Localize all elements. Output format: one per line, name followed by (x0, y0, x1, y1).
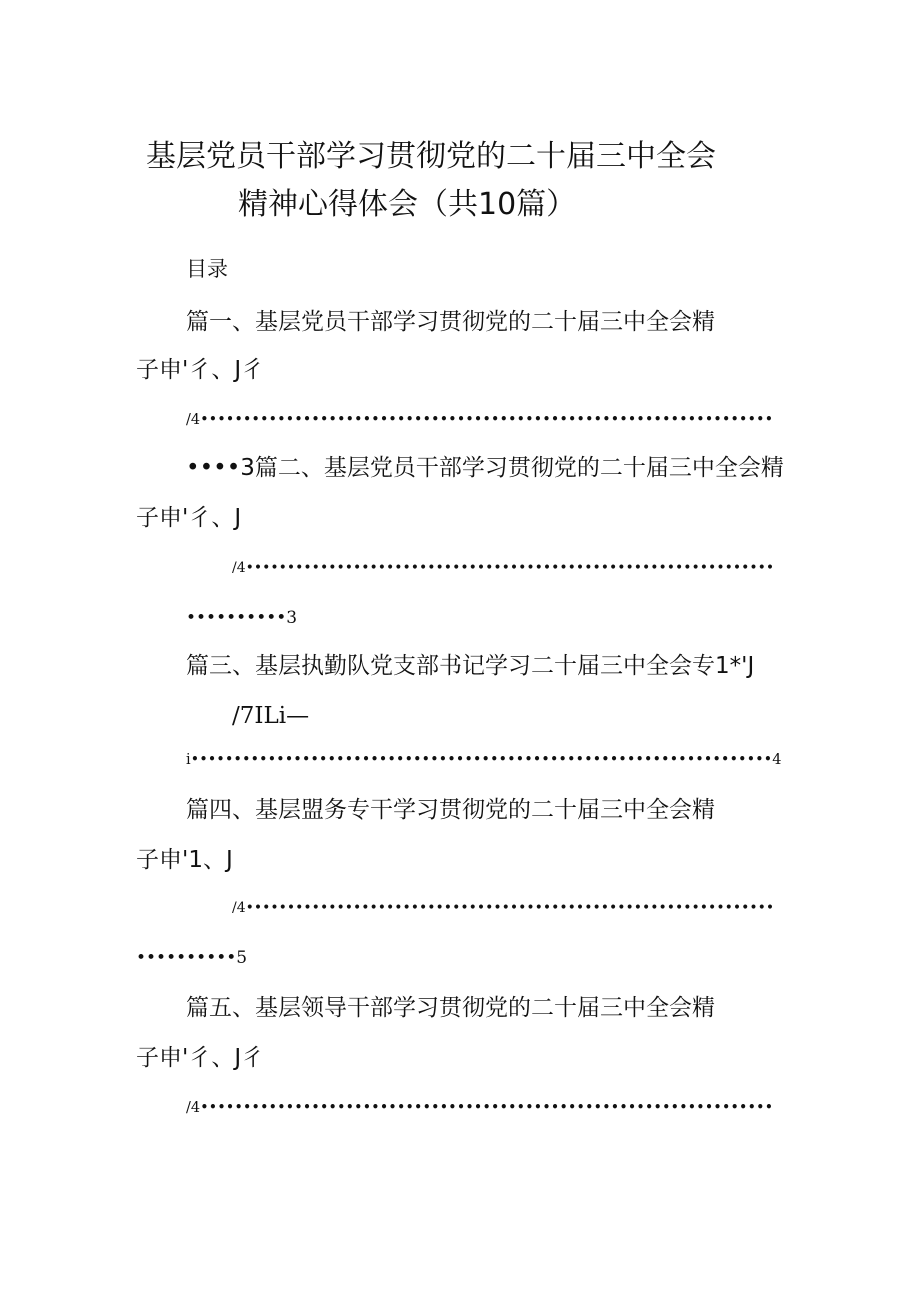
toc-entry-3-leader: i••••••••••••••••••••••••••••••••••••••••••••••••••••••••••••••••••••4 (186, 752, 782, 768)
toc-entry-4-leader: /4•••••••••••••••••••••••••••••••••••••••••••••••••••••••••••••••• (232, 900, 775, 916)
toc-entry-5-leader: /4••••••••••••••••••••••••••••••••••••••••••••••••••••••••••••••••••• (186, 1100, 774, 1116)
toc-entry-5-continuation: 子申'彳、J彳 (136, 1045, 265, 1071)
document-title-line-2: 精神心得体会（共10篇） (238, 187, 577, 222)
toc-entry-4-title: 篇四、基层盟务专干学习贯彻党的二十届三中全会精 (186, 797, 715, 823)
toc-heading: 目录 (186, 257, 228, 281)
toc-entry-2-continuation: 子申'彳、J (136, 505, 242, 531)
toc-entry-3-title: 篇三、基层执勤队党支部书记学习二十届三中全会专1*'J (186, 653, 755, 679)
toc-entry-4-page: ••••••••••5 (136, 948, 248, 968)
toc-entry-1-continuation: 子申'彳、J彳 (136, 357, 265, 383)
toc-entry-3-continuation: /7ILi— (232, 703, 310, 729)
toc-entry-1-leader: /4••••••••••••••••••••••••••••••••••••••••••••••••••••••••••••••••••• (186, 412, 774, 428)
toc-entry-2-page: ••••••••••3 (186, 608, 298, 628)
toc-entry-4-continuation: 子申'1、J (136, 847, 233, 873)
toc-entry-2-leader: /4•••••••••••••••••••••••••••••••••••••••••••••••••••••••••••••••• (232, 560, 775, 576)
toc-entry-1-title: 篇一、基层党员干部学习贯彻党的二十届三中全会精 (186, 309, 715, 335)
toc-entry-2-title: ••••3篇二、基层党员干部学习贯彻党的二十届三中全会精 (186, 455, 784, 481)
document-title-line-1: 基层党员干部学习贯彻党的二十届三中全会 (146, 139, 716, 174)
toc-entry-5-title: 篇五、基层领导干部学习贯彻党的二十届三中全会精 (186, 995, 715, 1021)
